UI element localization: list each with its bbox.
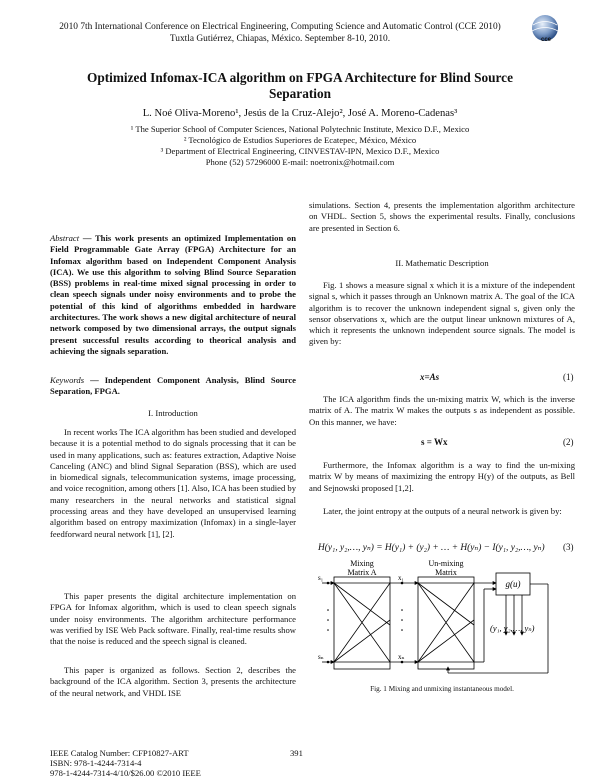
mixing-label-line2: Matrix A	[347, 568, 377, 577]
math-p2-text: The ICA algorithm finds the un-mixing matrix W, which is the inverse matrix of A. The matrix W makes the outputs s as independent as possible. On this manner, we have:	[309, 394, 575, 427]
math-paragraph-1	[309, 280, 575, 348]
math-p3-text: Furthermore, the Infomax algorithm is a way to find the un-mixing matrix W by means of maximizing the entropy H(y) of the outputs, as Bell and Sejnowski proposed [1,2].	[309, 460, 575, 493]
intro-paragraph-3	[50, 665, 296, 699]
xn-label: xₙ	[398, 653, 405, 661]
cce-logo-icon	[525, 12, 565, 52]
contact-info: Phone (52) 57296000 E-mail: noetronix@hotmail.com	[205, 157, 395, 167]
section-heading-math: II. Mathematic Description	[395, 258, 489, 268]
logo-text: cce	[540, 37, 551, 43]
paper-title	[60, 70, 540, 101]
intro-paragraph-2	[50, 591, 296, 647]
s1-label: s₁	[318, 574, 324, 582]
section-heading-introduction: I. Introduction	[148, 408, 198, 418]
figure-1-caption: Fig. 1 Mixing and unmixing instantaneous model.	[370, 685, 514, 693]
equation-3: H(y₁, y₂,…, yₙ) = H(y₁) + (y₂) + … + H(yₙ) − I(y₁, y₂,…, yₙ)	[318, 543, 545, 553]
footer-catalog: IEEE Catalog Number: CFP10827-ART	[50, 748, 189, 758]
footer-isbn: ISBN: 978-1-4244-7314-4	[50, 758, 142, 768]
conference-line-1: 2010 7th International Conference on Electrical Engineering, Computing Science and Automatic Control (CCE 2010)	[59, 22, 501, 32]
abstract-label: Abstract	[50, 233, 80, 243]
conference-header	[30, 21, 530, 45]
authors: L. Noé Oliva-Moreno¹, Jesús de la Cruz-Alejo², José A. Moreno-Cadenas³	[142, 108, 458, 119]
page-number: 391	[290, 748, 303, 758]
figure-1-diagram	[318, 555, 568, 680]
math-p1-text: Fig. 1 shows a measure signal x which it is a mixture of the independent signal s, which it passes through an Unknown matrix A. The goal of the ICA algorithm is to recover the unknown independent signal s, given only the sensor observations x, which are the output linear unknown mixtures of A, which it represents the unknown independent source signals. The model is given by:	[309, 280, 575, 347]
affiliation-1: ¹ The Superior School of Computer Sciences, National Polytechnic Institute, Mexico D.F., Mexico	[130, 124, 470, 134]
affiliation-3: ³ Department of Electrical Engineering, CINVESTAV-IPN, Mexico D.F., Mexico	[160, 146, 440, 156]
intro-paragraph-1	[50, 427, 296, 540]
intro-p1-text: In recent works The ICA algorithm has been studied and developed because it is a potential method to do signals processing that it can be used in many applications, such as: features extraction, Adaptive Noise Canceling (ANC) and blind Signal Separation (BSS), which are used in biomedical signals, telecommunication systems, image processing, and voice recognition, among others [1]. Also, ICA has been studied by many researchers in the neural networks and statistical signal processing areas and they have developed an unsupervised learning algorithm based on entropy maximization (Infomax) in a single-layer feedforward neural network [1], [2].	[50, 427, 296, 539]
title-line-2: Separation	[268, 85, 332, 101]
math-paragraph-4	[309, 506, 575, 517]
g-function-label: g(u)	[505, 579, 521, 589]
section-continuation: simulations. Section 4, presents the implementation algorithm architecture on VHDL. Section 5, shows the experimental results. Finally, conclusions are presented in Section 6.	[309, 200, 575, 233]
equation-2: s = Wx	[421, 437, 448, 447]
intro-p2-text: This paper presents the digital architecture implementation on FPGA for Infomax algorithm, which is used to clean speech signals under noisy environments. The algorithm architecture performance was verified by ISE Web Pack software. Finally, real-time results show that the noise is reduced and the speech signal is cleaned.	[50, 591, 296, 647]
abstract	[50, 233, 296, 357]
footer-publication-info	[50, 748, 201, 778]
intro-p3-text: This paper is organized as follows. Section 2, describes the background of the ICA algorithm. Section 3, presents the architecture of the neural network, and VHDL ISE	[50, 665, 296, 698]
equation-1: x=As	[420, 372, 440, 382]
unmixing-label-line1: Un-mixing	[428, 559, 464, 568]
math-p4-text: Later, the joint entropy at the outputs of a neural network is given by:	[323, 506, 562, 516]
sn-label: sₙ	[318, 653, 324, 661]
equation-1-number: (1)	[563, 372, 574, 382]
title-line-1: Optimized Infomax-ICA algorithm on FPGA Architecture for Blind Source	[87, 70, 513, 85]
mixing-label-line1: Mixing	[350, 559, 374, 568]
affiliation-2: ² Tecnológico de Estudios Superiores de Ecatepec, México, México	[183, 135, 417, 145]
output-vector-label: (y₁, y₂,…, yₙ)	[490, 623, 535, 633]
conference-line-2: Tuxtla Gutiérrez, Chiapas, México. September 8-10, 2010.	[169, 34, 391, 44]
unmixing-label-line2: Matrix	[435, 568, 457, 577]
keywords-text: — Independent Component Analysis, Blind Source Separation, FPGA.	[50, 375, 296, 397]
keywords	[50, 375, 296, 398]
math-paragraph-3	[309, 460, 575, 494]
equation-2-number: (2)	[563, 437, 574, 447]
keywords-label: Keywords	[50, 375, 85, 385]
x1-label: x₁	[398, 574, 404, 582]
abstract-text: — This work presents an optimized Implementation on Field Programmable Gate Array (FPGA) Architecture for an Infomax algorithm based on Independent Component Analysis (ICA). We use this algorithm to solving Blind Source Separation (BSS) problems in real-time mixed signal processing in order to clean speech signals under noisy environments and to probe the potential of this kind of algorithms embedded in hardware architectures. The work shows a new digital architecture of neural network composed by two dimensional arrays, the output signals present successful results according to theorical analysis and achieving the signals separation.	[50, 233, 296, 356]
equation-3-number: (3)	[563, 542, 574, 552]
math-paragraph-2	[309, 394, 575, 428]
footer-copyright: 978-1-4244-7314-4/10/$26.00 ©2010 IEEE	[50, 768, 201, 778]
